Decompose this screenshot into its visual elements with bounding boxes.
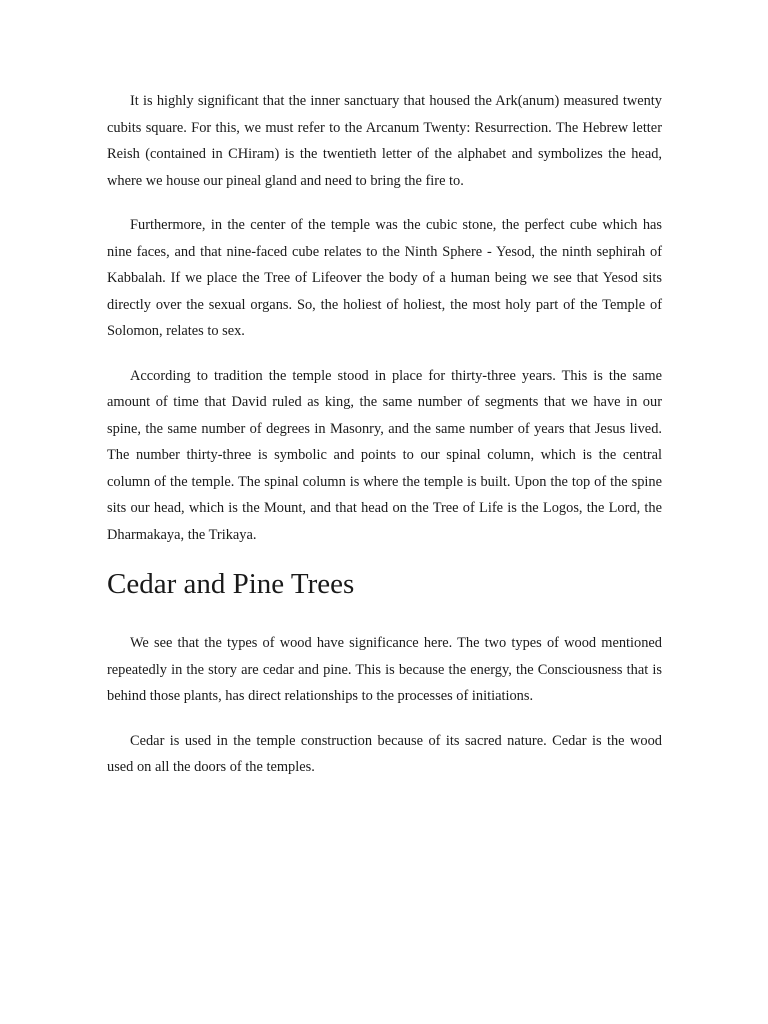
document-page	[107, 88, 662, 799]
section-heading: Cedar and Pine Trees	[107, 568, 355, 600]
paragraph-types-of-wood: We see that the types of wood have significance here. The two types of wood mentioned repeatedly in the story are cedar and pine. This is because the energy, the Consciousness that is behind those plants, has direct relationships to the processes of initiations.	[107, 635, 662, 704]
paragraph-ark-sanctuary: It is highly significant that the inner sanctuary that housed the Ark(anum) measured twenty cubits square. For this, we must refer to the Arcanum Twenty: Resurrection. The Hebrew letter Reish (contained in CHiram) is the twentieth letter of the alphabet and symbolizes the head, where we house our pineal gland and need to bring the fire to.	[107, 93, 662, 189]
paragraph-cedar-doors: Cedar is used in the temple construction because of its sacred nature. Cedar is the wood used on all the doors of the temples.	[107, 732, 662, 775]
paragraph-thirty-three-years: According to tradition the temple stood in place for thirty-three years. This is the same amount of time that David ruled as king, the same number of segments that we have in our spine, the same number of degrees in Masonry, and the same number of years that Jesus lived. The number thirty-three is symbolic and points to our spinal column, which is the central column of the temple. The spinal column is where the temple is built. Upon the top of the spine sits our head, which is the Mount, and that head on the Tree of Life is the Logos, the Lord, the Dharmakaya, the Trikaya.	[107, 367, 662, 543]
paragraph-cubic-stone: Furthermore, in the center of the temple was the cubic stone, the perfect cube which has nine faces, and that nine-faced cube relates to the Ninth Sphere - Yesod, the ninth sephirah of Kabbalah. If we place the Tree of Lifeover the body of a human being we see that Yesod sits directly over the sexual organs. So, the holiest of holiest, the most holy part of the Temple of Solomon, relates to sex.	[107, 217, 662, 339]
